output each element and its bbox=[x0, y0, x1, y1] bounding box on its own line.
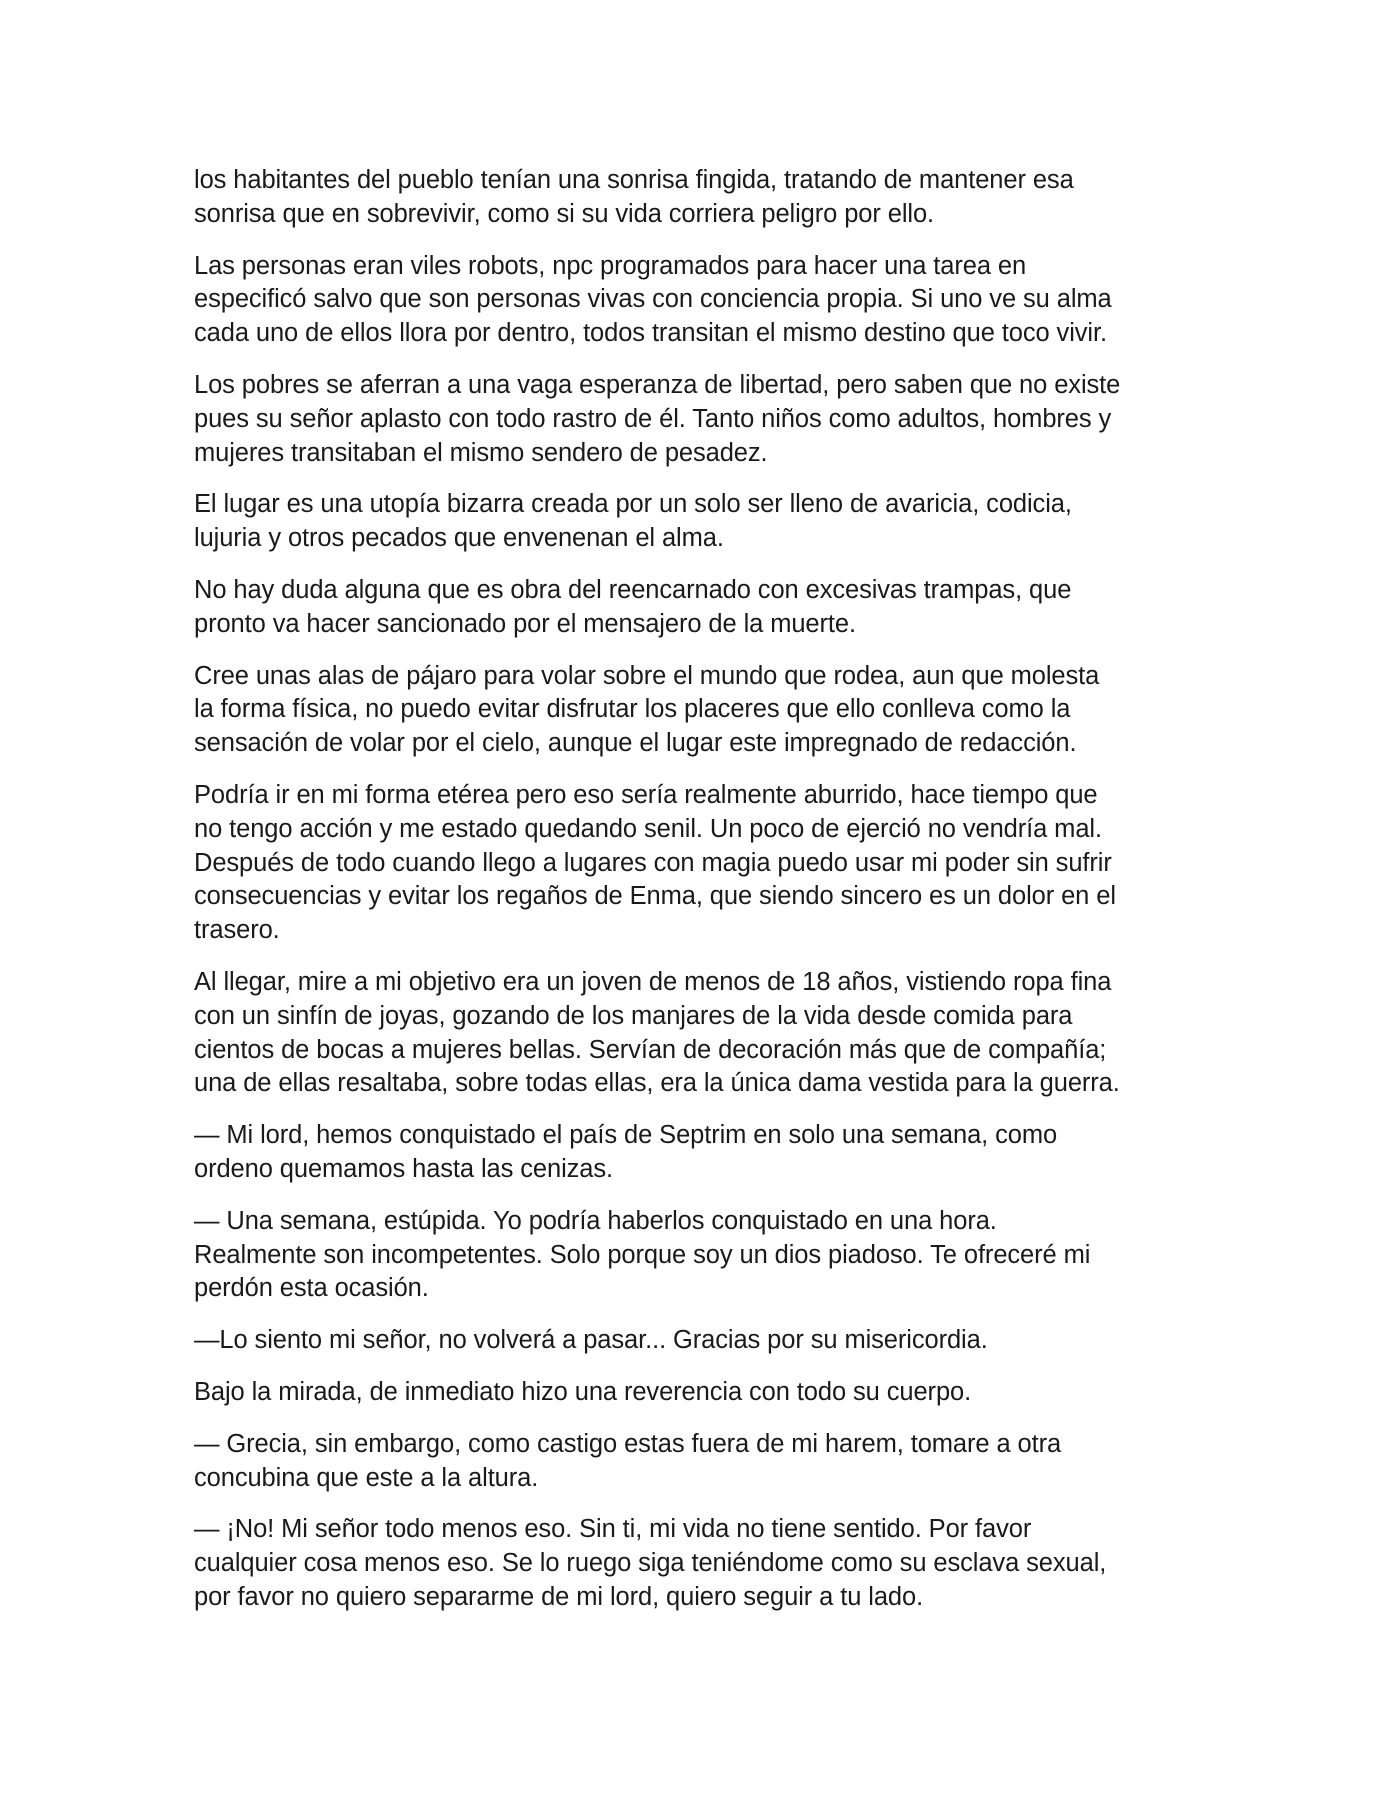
text-line: Podría ir en mi forma etérea pero eso sería realmente aburrido, hace tiempo que bbox=[194, 780, 1098, 809]
paragraph bbox=[194, 1376, 1204, 1410]
document-body bbox=[194, 164, 1204, 1633]
text-line: lujuria y otros pecados que envenenan el alma. bbox=[194, 524, 724, 553]
text-line: no tengo acción y me estado quedando senil. Un poco de ejerció no vendría mal. bbox=[194, 814, 1102, 843]
text-line: con un sinfín de joyas, gozando de los manjares de la vida desde comida para bbox=[194, 1001, 1073, 1030]
text-line: los habitantes del pueblo tenían una sonrisa fingida, tratando de mantener esa bbox=[194, 166, 1074, 194]
text-line: El lugar es una utopía bizarra creada por un solo ser lleno de avaricia, codicia, bbox=[194, 490, 1072, 519]
paragraph bbox=[194, 488, 1204, 556]
text-line: — Una semana, estúpida. Yo podría haberlos conquistado en una hora. bbox=[194, 1206, 997, 1235]
paragraph bbox=[194, 1324, 1204, 1358]
text-line: cientos de bocas a mujeres bellas. Servían de decoración más que de compañía; bbox=[194, 1035, 1107, 1064]
paragraph bbox=[194, 574, 1204, 642]
text-line: pronto va hacer sancionado por el mensajero de la muerte. bbox=[194, 609, 856, 638]
paragraph bbox=[194, 966, 1204, 1101]
text-line: Después de todo cuando llego a lugares con magia puedo usar mi poder sin sufrir bbox=[194, 848, 1112, 877]
text-line: cada uno de ellos llora por dentro, todos transitan el mismo destino que toco vivir. bbox=[194, 319, 1107, 348]
text-line: cualquier cosa menos eso. Se lo ruego siga teniéndome como su esclava sexual, bbox=[194, 1549, 1107, 1578]
text-line: — ¡No! Mi señor todo menos eso. Sin ti, mi vida no tiene sentido. Por favor bbox=[194, 1515, 1032, 1544]
text-line: —Lo siento mi señor, no volverá a pasar... Gracias por su misericordia. bbox=[194, 1326, 988, 1355]
paragraph bbox=[194, 1119, 1204, 1187]
paragraph bbox=[194, 660, 1204, 761]
paragraph bbox=[194, 1513, 1204, 1614]
text-line: Los pobres se aferran a una vaga esperanza de libertad, pero saben que no existe bbox=[194, 370, 1121, 399]
paragraph bbox=[194, 1428, 1204, 1496]
paragraph bbox=[194, 164, 1204, 232]
text-line: sensación de volar por el cielo, aunque el lugar este impregnado de redacción. bbox=[194, 729, 1077, 758]
text-line: especificó salvo que son personas vivas con conciencia propia. Si uno ve su alma bbox=[194, 285, 1112, 314]
text-line: Bajo la mirada, de inmediato hizo una reverencia con todo su cuerpo. bbox=[194, 1377, 972, 1406]
text-line: perdón esta ocasión. bbox=[194, 1274, 429, 1303]
paragraph bbox=[194, 250, 1204, 351]
text-line: mujeres transitaban el mismo sendero de pesadez. bbox=[194, 438, 768, 467]
text-line: una de ellas resaltaba, sobre todas ellas, era la única dama vestida para la guerra. bbox=[194, 1069, 1120, 1098]
text-line: la forma física, no puedo evitar disfrutar los placeres que ello conlleva como la bbox=[194, 695, 1071, 724]
text-line: ordeno quemamos hasta las cenizas. bbox=[194, 1154, 614, 1183]
paragraph bbox=[194, 779, 1204, 948]
text-line: pues su señor aplasto con todo rastro de él. Tanto niños como adultos, hombres y bbox=[194, 404, 1112, 433]
paragraph bbox=[194, 369, 1204, 470]
text-line: Al llegar, mire a mi objetivo era un joven de menos de 18 años, vistiendo ropa fina bbox=[194, 967, 1112, 996]
text-line: por favor no quiero separarme de mi lord, quiero seguir a tu lado. bbox=[194, 1582, 924, 1611]
text-line: — Mi lord, hemos conquistado el país de Septrim en solo una semana, como bbox=[194, 1121, 1058, 1150]
text-line: trasero. bbox=[194, 916, 280, 945]
text-line: Las personas eran viles robots, npc programados para hacer una tarea en bbox=[194, 251, 1027, 280]
text-line: No hay duda alguna que es obra del reencarnado con excesivas trampas, que bbox=[194, 575, 1072, 604]
text-line: concubina que este a la altura. bbox=[194, 1463, 539, 1492]
text-line: Cree unas alas de pájaro para volar sobre el mundo que rodea, aun que molesta bbox=[194, 661, 1100, 690]
text-line: — Grecia, sin embargo, como castigo estas fuera de mi harem, tomare a otra bbox=[194, 1429, 1062, 1458]
text-line: sonrisa que en sobrevivir, como si su vida corriera peligro por ello. bbox=[194, 199, 935, 228]
text-line: Realmente son incompetentes. Solo porque soy un dios piadoso. Te ofreceré mi bbox=[194, 1240, 1091, 1269]
paragraph bbox=[194, 1205, 1204, 1306]
text-line: consecuencias y evitar los regaños de Enma, que siendo sincero es un dolor en el bbox=[194, 882, 1116, 911]
